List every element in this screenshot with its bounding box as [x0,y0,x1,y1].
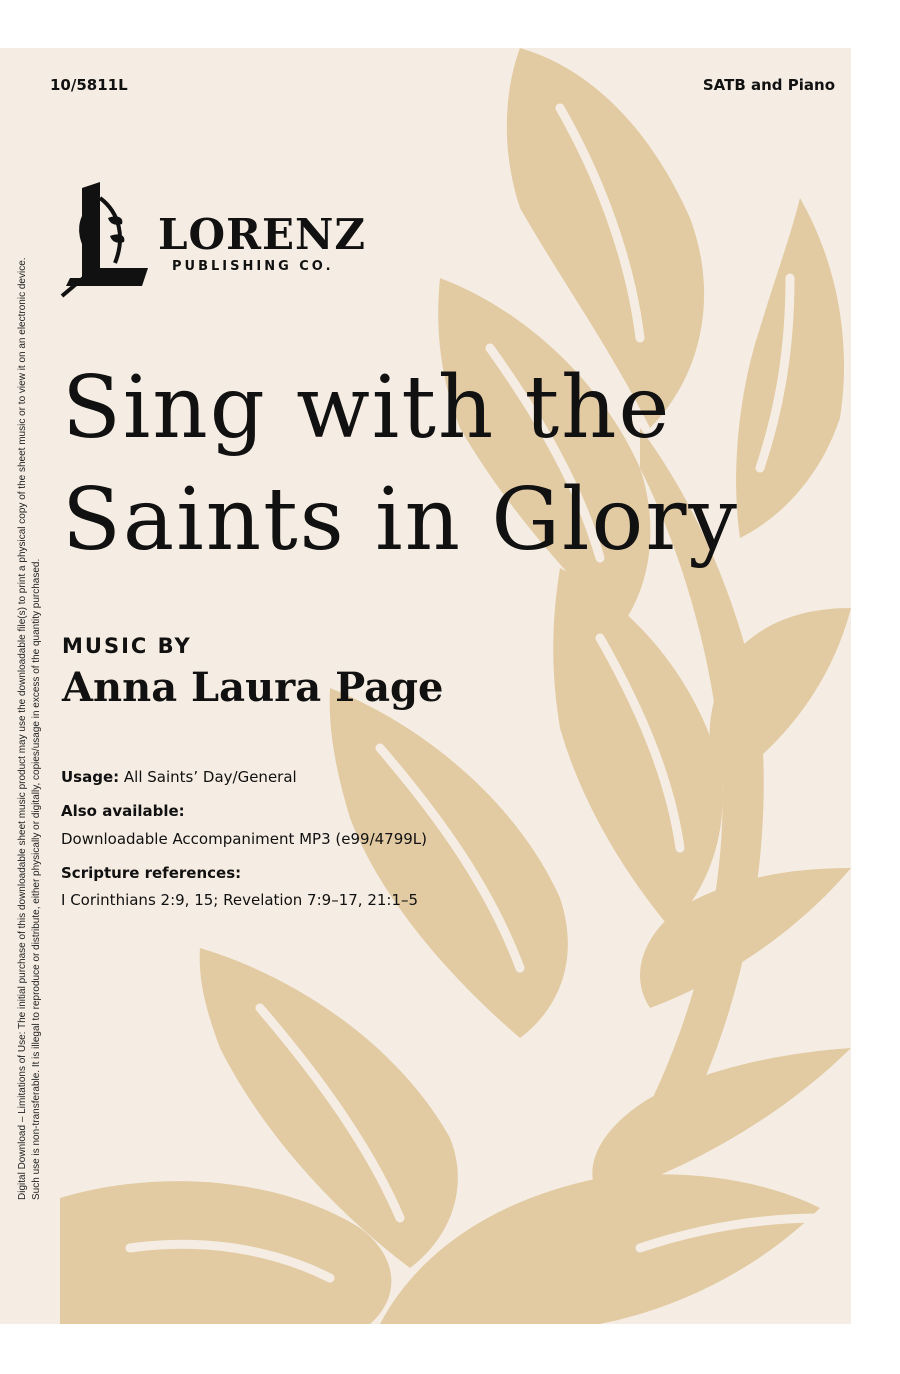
publisher-subtitle: PUBLISHING CO. [172,259,334,274]
cover-page [0,48,851,1324]
title-line-2: Saints in Glory [62,469,740,570]
title-line-1: Sing with the [62,358,672,458]
legal-line-1: Digital Download – Limitations of Use: The initial purchase of this downloadable sheet music product may use the downloadable file(s) to print a physical copy of the sheet music or to view it on an electronic device. [17,257,28,1200]
usage-label: Usage: [61,768,120,786]
also-available-label: Also available: [61,802,185,820]
scripture-value: I Corinthians 2:9, 15; Revelation 7:9–17, 21:1–5 [61,891,419,909]
piece-title [62,353,739,577]
voicing-label: SATB and Piano [702,76,835,94]
catalog-number: 10/5811L [50,76,128,94]
publisher-logo [60,178,367,298]
music-by-label: MUSIC BY [62,634,192,658]
publisher-name: LORENZ [158,210,367,259]
scripture-label: Scripture references: [61,864,242,882]
legal-line-2: Such use is non-transferable. It is illegal to reproduce or distribute, either physically or digitally, copies/usage in excess of the quantity purchased. [30,558,42,1200]
laurel-l-icon [60,178,160,298]
usage-line [61,768,297,786]
usage-value: All Saints’ Day/General [123,768,297,786]
composer-name: Anna Laura Page [62,664,444,711]
also-available-value: Downloadable Accompaniment MP3 (e99/4799L) [61,830,428,848]
legal-notice [16,170,43,1200]
